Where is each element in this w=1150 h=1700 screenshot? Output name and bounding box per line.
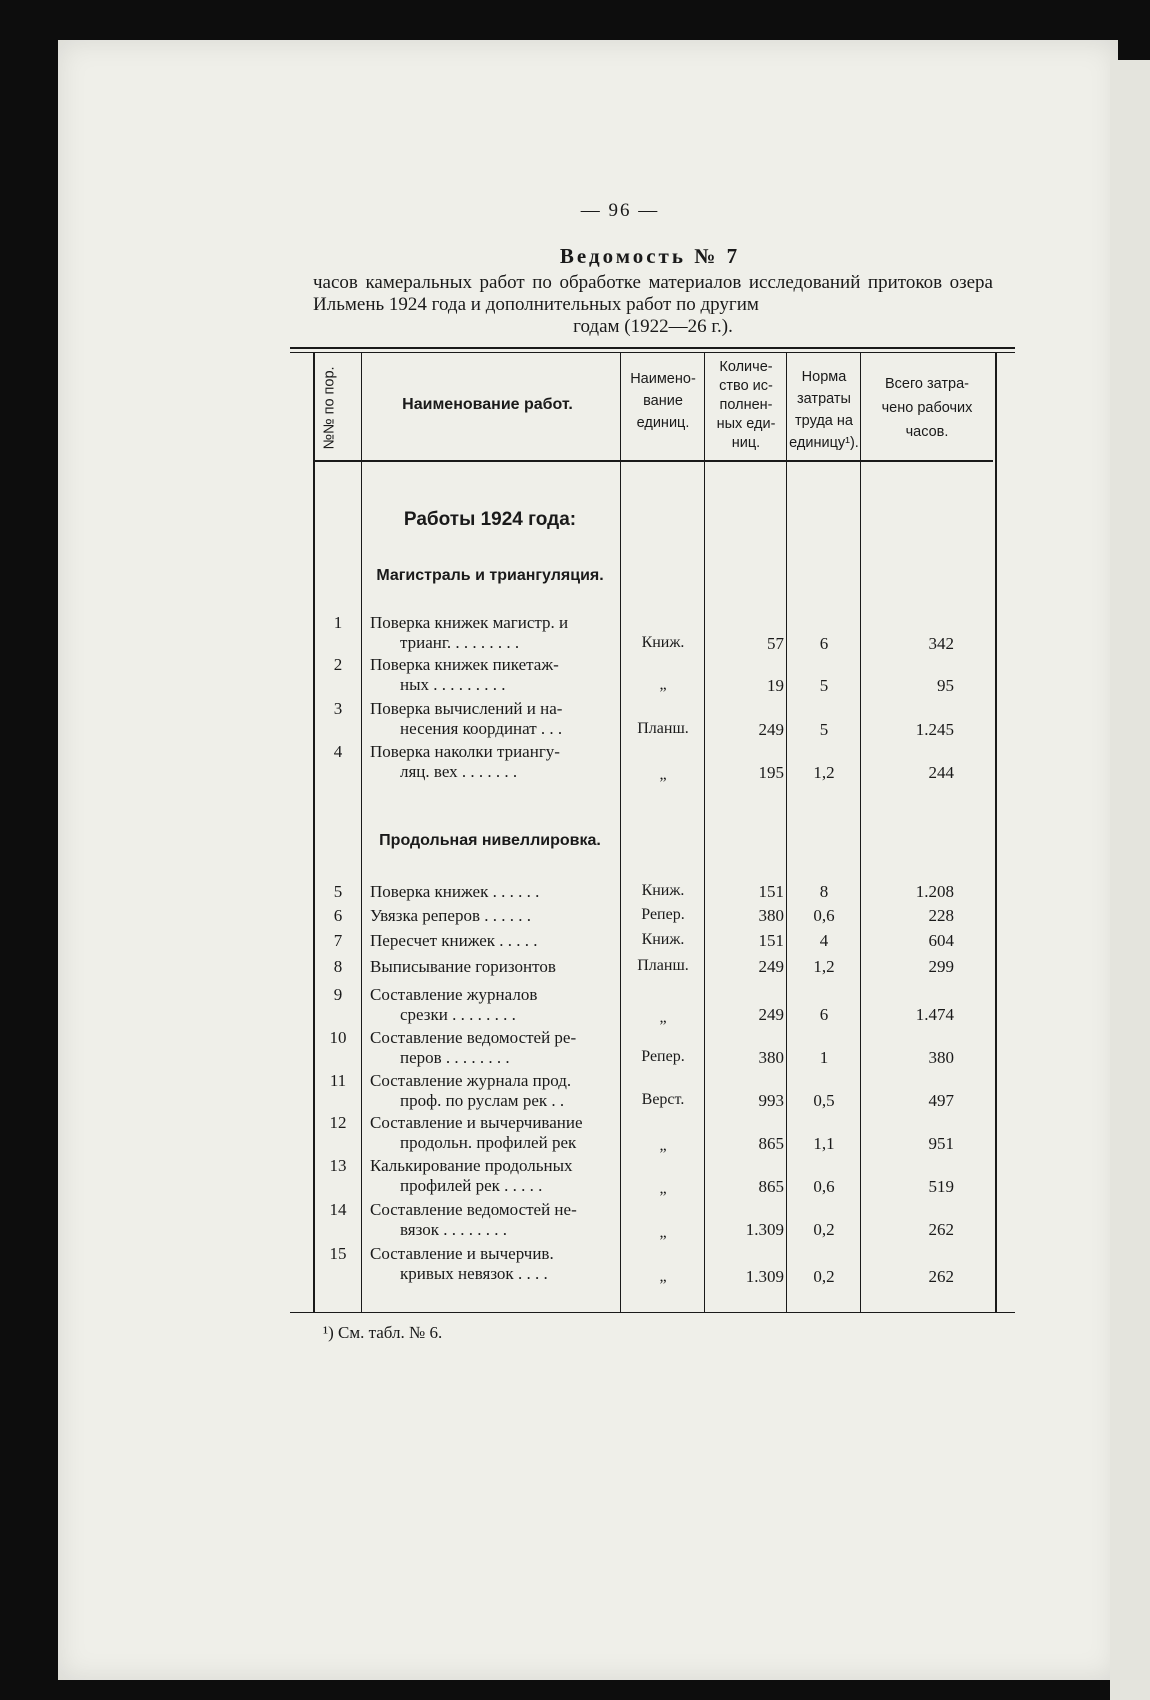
header-unit: Наимено- вание единиц.	[630, 371, 696, 431]
page-subtitle	[313, 272, 993, 338]
header-qty: Количе- ство ис- полнен- ных еди- ниц.	[716, 359, 776, 451]
header-bottom-rule	[313, 460, 993, 462]
col-divider-name	[620, 352, 621, 1312]
section-works-1924: Работы 1924 года:	[403, 509, 577, 530]
header-norm: Норма затраты труда на единицу¹).	[789, 369, 859, 451]
page-title: Ведомость № 7	[559, 244, 741, 268]
subtitle-main: часов камеральных работ по обработке материалов исследований притоков озера Ильмень 1924 года и дополнительных работ по другим	[313, 272, 993, 315]
table-bottom-rule	[290, 1312, 1015, 1313]
header-name: Наименование работ.	[402, 396, 573, 413]
header-num: №№ по пор.	[322, 365, 338, 450]
subsection-magistral: Магистраль и триангуляция.	[376, 567, 604, 584]
subtitle-last-line: годам (1922—26 г.).	[573, 316, 733, 337]
footnote: ¹) См. табл. № 6.	[323, 1323, 443, 1342]
page-number: — 96 —	[580, 200, 660, 221]
table-top-rule	[290, 347, 1015, 349]
col-divider-norm	[860, 352, 861, 1312]
col-divider-qty	[786, 352, 787, 1312]
header-total: Всего затра- чено рабочих часов.	[881, 376, 973, 440]
col-divider-unit	[704, 352, 705, 1312]
document-content: — 96 — Ведомость № 7 часов камеральных работ по обработке материалов исследований притоков озера Ильмень 1924 года и дополнительных работ по другим годам (1922—26 г.). №№ по пор. Наименование работ. Наимено- вание единиц. Количе- ство ис- полнен- ных еди- ниц. Норма затраты труда на единицу¹). Всего затра- чено рабочих часов. Работы 1924 года: Магистраль и триангуляция. Продольная нивеллировка. 1 Поверка книжек магистр. и трианг. . . . . . . . . Книж. 57 6 342 2 Поверка книжек пикетаж- ных . . . . . . . . . „ 19 5 95 3 Поверка вычислений и на- несения координат . . . Планш. 249 5 1.245 4 Поверка наколки триангу- ляц. вех . . . . . . . „ 195 1,2 244 5 Поверка книжек . . . . . . Книж. 151 8 1.208 6 Увязка реперов . . . . . . Репер. 380 0,6 228 7 Пересчет книжек . . . . . Книж. 151 4 604 8 Выписывание горизонтов Планш. 249 1,2 299 9 Составление журналов срезки . . . . . . . . „ 249 6 1.474 10 Составление ведомостей ре- перов . . . . . . . . Репер. 380 1 380 11 Составление журнала прод. проф. по руслам рек . . Верст. 993 0,5 497 12 Составление и вычерчивание продольн. профилей рек „ 865 1,1 951 13 Калькирование продольных профилей рек . . . . . „ 865 0,6 519 14 Составление ведомостей не- вязок . . . . . . . . „ 1.309 0,2 262 15 Составление и вычерчив. кривых невязок . . . . „ 1.309 0,2 262 ¹) См. табл. № 6.	[0, 0, 1150, 1700]
subsection-nivellirovka: Продольная нивеллировка.	[379, 832, 601, 849]
